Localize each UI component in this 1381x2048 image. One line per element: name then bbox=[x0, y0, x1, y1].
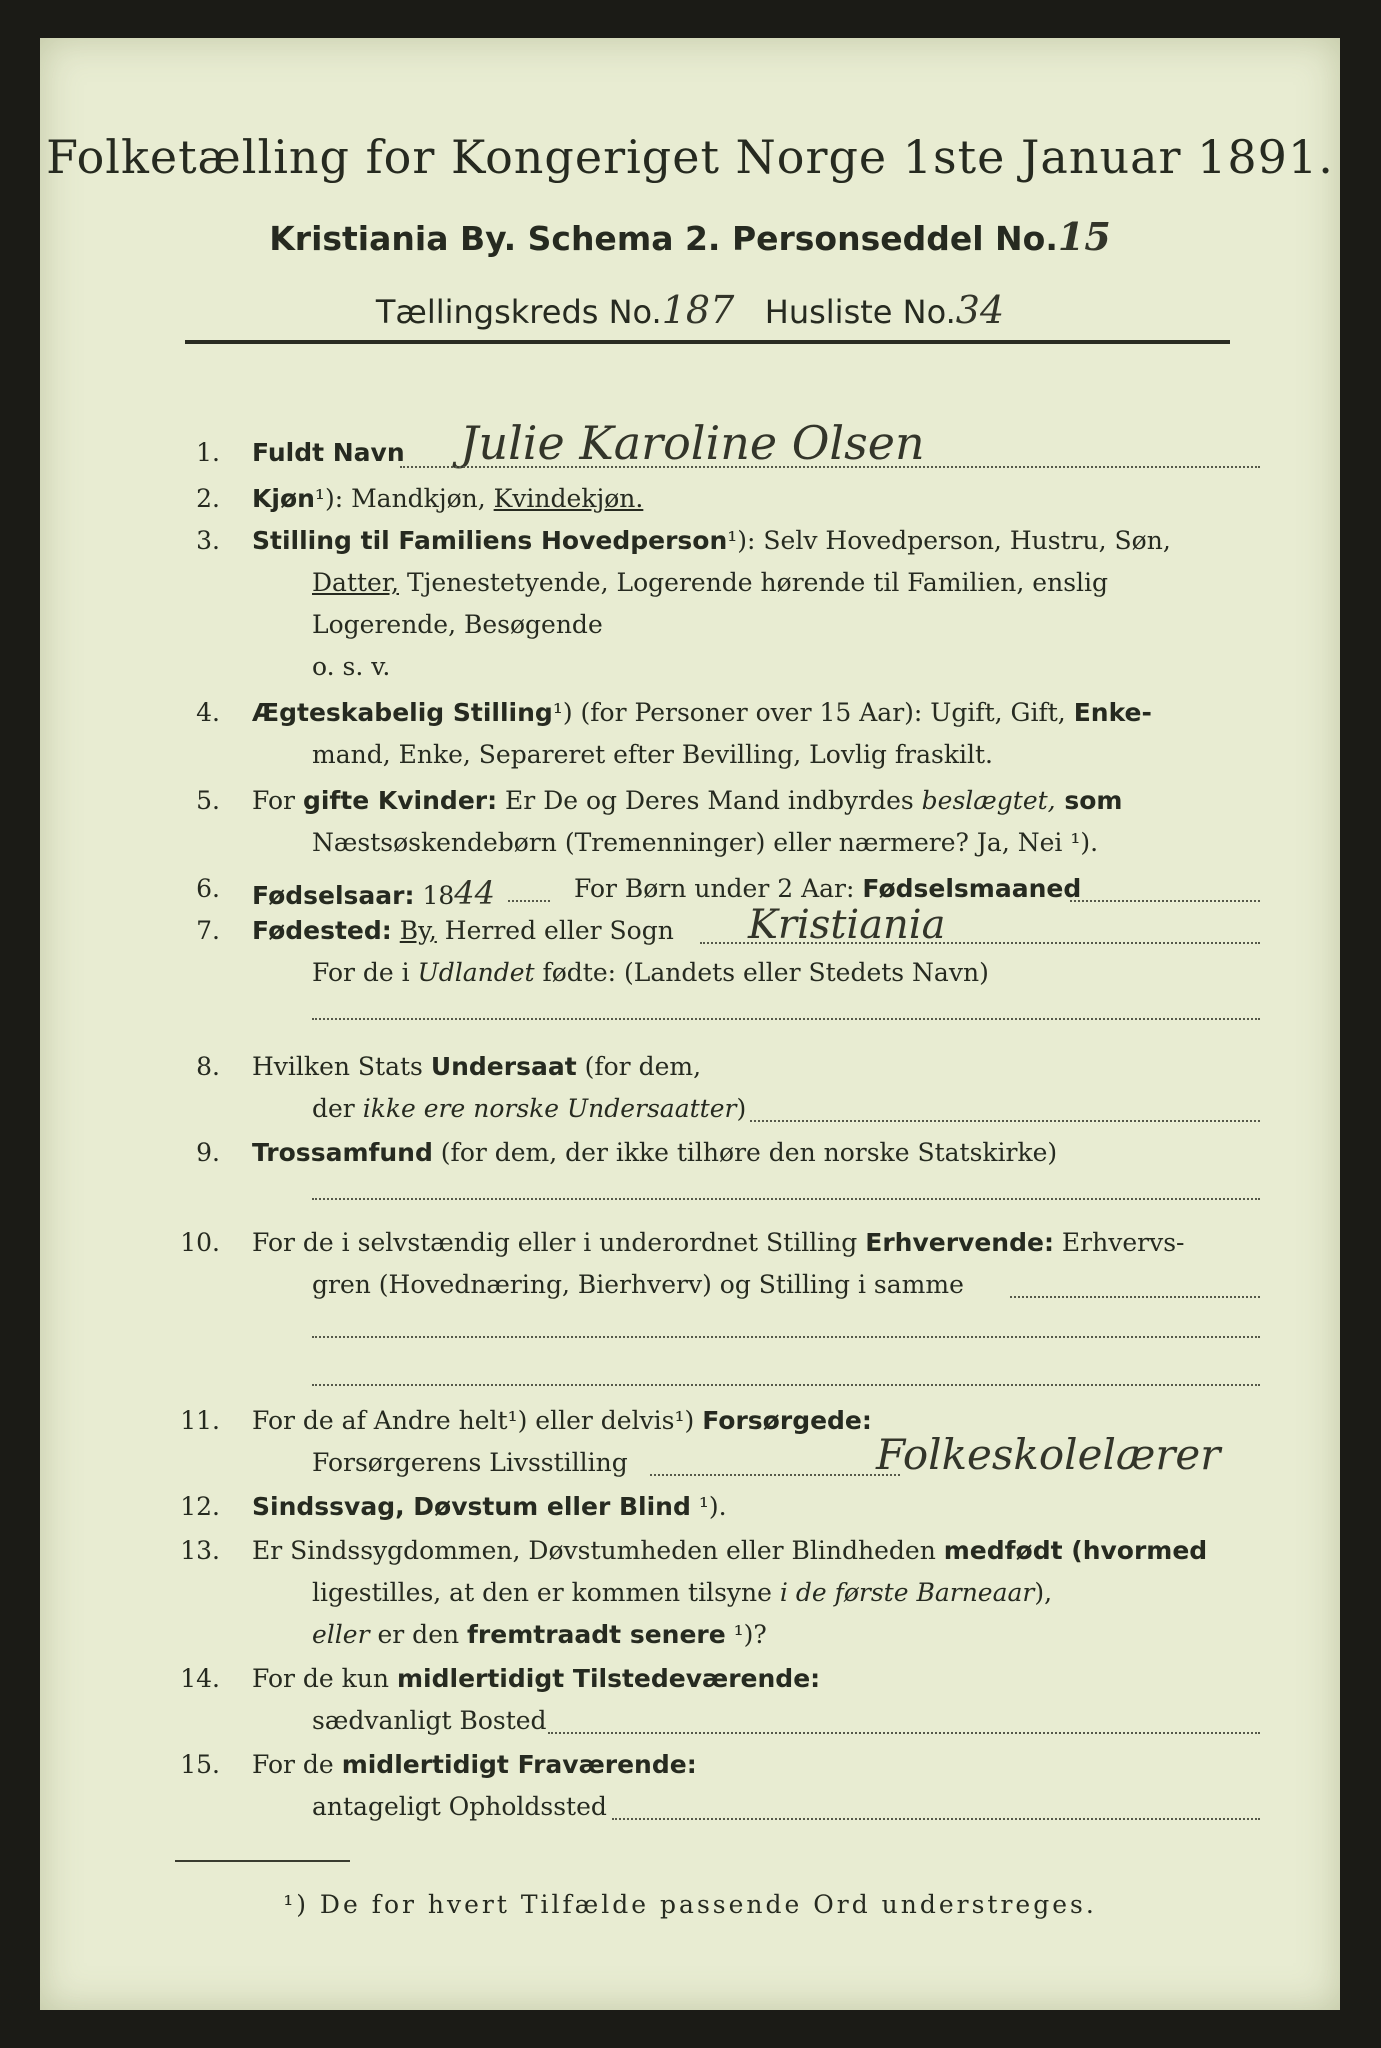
household-label: Husliste No. bbox=[764, 293, 956, 331]
form-title: Folketælling for Kongeriget Norge 1ste Januar 1891. bbox=[46, 130, 1334, 184]
provider-occupation-answer: Folkeskolelærer bbox=[876, 1430, 1221, 1479]
birthplace-answer: Kristiania bbox=[748, 902, 946, 948]
household-number: 34 bbox=[955, 288, 1005, 332]
schema-line: Kristiania By. Schema 2. Personseddel No. bbox=[269, 219, 1058, 258]
footnote-rule bbox=[175, 1860, 350, 1862]
birth-year-answer: 44 bbox=[454, 874, 495, 912]
district-label: Tællingskreds No. bbox=[375, 293, 662, 331]
district-number: 187 bbox=[661, 288, 735, 332]
relation-answer: Datter, bbox=[312, 568, 399, 597]
footnote: ¹) De for hvert Tilfælde passende Ord understreges. bbox=[283, 1890, 1097, 1919]
form-subtitle bbox=[40, 214, 1340, 259]
district-line bbox=[40, 288, 1340, 332]
name-answer: Julie Karoline Olsen bbox=[460, 416, 925, 470]
person-number: 15 bbox=[1057, 214, 1111, 259]
census-form: Folketælling for Kongeriget Norge 1ste Januar 1891. Kristiania By. Schema 2. Personseddel No.15 Tællingskreds No.187 Husliste No.34 1. Fuldt Navn Julie Karoline Olsen 2. Kjøn¹): Mandkjøn, Kvindekjøn. 3. Stilling til Familiens Hovedperson¹): Selv Hovedperson, Hustru, Søn, Datter, Tjenestetyende, Logerende hørende til Familien, enslig Logerende, Besøgende o. s. v. 4. Ægteskabelig Stilling¹) (for Personer over 15 Aar): Ugift, Gift, Enke- mand, Enke, Separeret efter Bevilling, Lovlig fraskilt. 5. For gifte Kvinder: Er De og Deres Mand indbyrdes beslægtet, som Næstsøskendebørn (Tremenninger) eller nærmere? Ja, Nei ¹). 6. Fødselsaar: 1844 For Børn under 2 Aar: Fødselsmaaned 7. Fødested: By, Herred eller Sogn Kristiania For de i Udlandet fødte: (Landets eller Stedets Navn) 8. Hvilken Stats Undersaat (for dem, der ikke ere norske Undersaatter) 9. Trossamfund (for dem, der ikke tilhøre den norske Statskirke) 10. For de i selvstændig eller i underordnet Stilling Erhvervende: Erhvervs- gren (Hovednæring, Bierhverv) og Stilling i samme 11. For de af Andre helt¹) eller delvis¹) Forsørgede: Forsørgerens Livsstilling Folkeskolelærer 12. Sindssvag, Døvstum eller Blind ¹). 13. Er Sindssygdommen, Døvstumheden eller Blindheden medfødt (hvormed ligestilles, at den er kommen tilsyne i de første Barneaar), eller er den fremtraadt senere ¹)? 14. For de kun midlertidigt Tilstedeværende: sædvanligt Bosted 15. For de midlertidigt Fraværende: antageligt Opholdssted ¹) De for hvert Tilfælde passende Ord understreges. bbox=[40, 38, 1340, 2010]
name-label: Fuldt Navn bbox=[252, 438, 405, 467]
sex-answer: Kvindekjøn. bbox=[493, 484, 644, 513]
header-rule bbox=[185, 340, 1230, 344]
